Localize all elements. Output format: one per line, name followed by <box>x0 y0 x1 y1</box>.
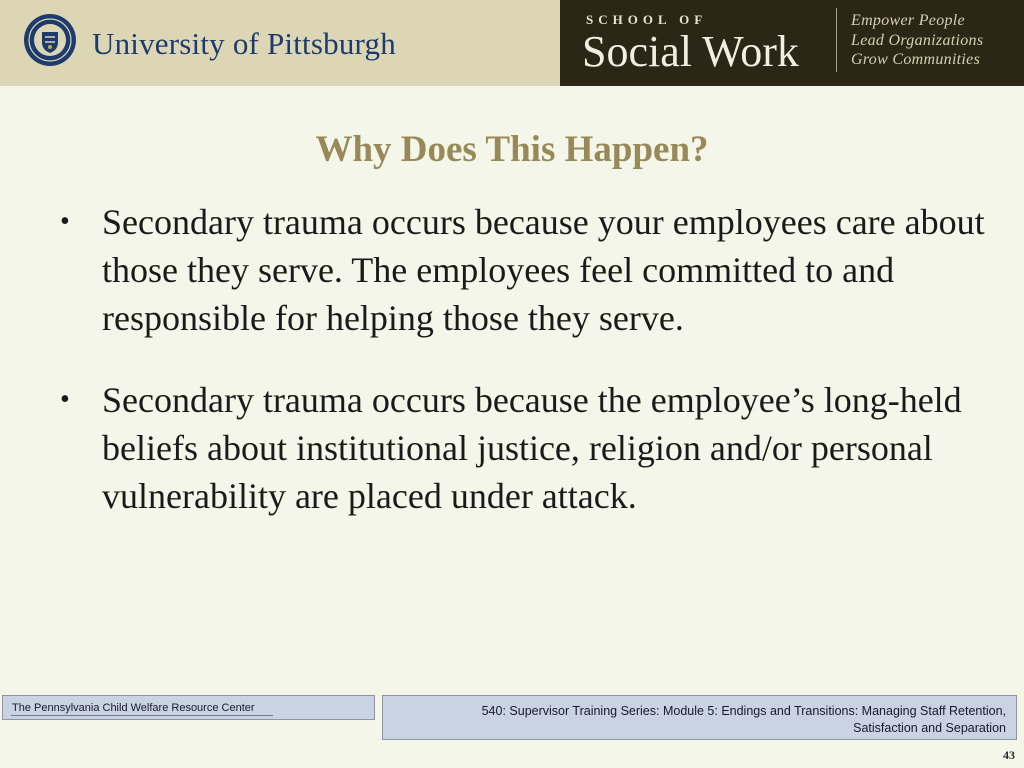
footer-underline <box>11 715 273 716</box>
tagline-2: Lead Organizations <box>851 32 984 49</box>
slide-title: Why Does This Happen? <box>315 129 709 170</box>
tagline-3: Grow Communities <box>851 51 981 68</box>
footer-course-line-1: 540: Supervisor Training Series: Module 5: Endings and Transitions: Managing Staff Retention, <box>481 704 1006 718</box>
university-band <box>0 0 560 86</box>
header-banner <box>0 0 1024 86</box>
bullet-text: Secondary trauma occurs because your employees care about those they serve. The employees feel committed to and responsible for helping those they serve. <box>102 202 985 338</box>
header-divider <box>836 8 837 72</box>
tagline-1: Empower People <box>851 12 965 29</box>
university-seal-icon <box>23 13 77 67</box>
bullet-dot-icon: • <box>60 206 70 237</box>
bullet-list <box>60 198 990 520</box>
social-work-label: Social Work <box>582 27 799 76</box>
bullet-item <box>60 198 990 342</box>
university-name: University of Pittsburgh <box>92 26 396 61</box>
page-number: 43 <box>1003 748 1015 762</box>
school-of-label: SCHOOL OF <box>586 12 708 27</box>
footer-course-line-2: Satisfaction and Separation <box>853 721 1006 735</box>
bullet-item <box>60 376 990 520</box>
bullet-dot-icon: • <box>60 384 70 415</box>
footer-organization <box>2 695 375 720</box>
footer-course-info <box>382 695 1017 740</box>
bullet-text: Secondary trauma occurs because the employee’s long-held beliefs about institutional justice, religion and/or personal vulnerability are placed under attack. <box>102 380 962 516</box>
footer-organization-text: The Pennsylvania Child Welfare Resource Center <box>12 702 255 714</box>
